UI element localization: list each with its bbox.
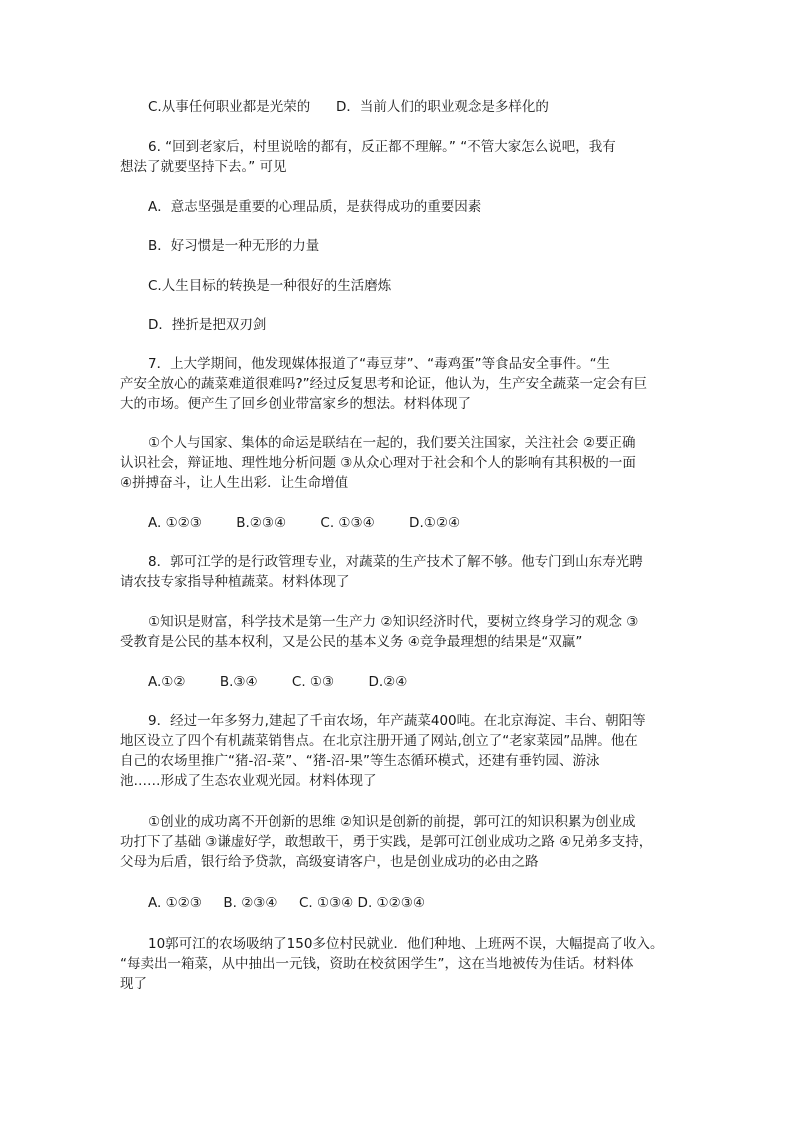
q7-statements-line-3: ④拼搏奋斗，让人生出彩．让生命增值 [120, 475, 349, 491]
question-10-line-2: “每卖出一箱菜，从中抽出一元钱，资助在校贫困学生”，这在当地被传为佳话。材料体 [120, 956, 634, 972]
question-8-line-2: 请农技专家指导种植蔬菜。材料体现了 [120, 574, 350, 590]
question-9-line-2: 地区设立了四个有机蔬菜销售点。在北京注册开通了网站,创立了“老家菜园”品牌。他在 [120, 733, 638, 749]
q6-option-c: C.人生目标的转换是一种很好的生活磨炼 [148, 278, 392, 294]
question-7-line-3: 大的市场。便产生了回乡创业带富家乡的想法。材料体现了 [120, 396, 471, 412]
q6-option-d: D．挫折是把双刃剑 [148, 317, 267, 333]
q9-statements-line-1: ①创业的成功离不开创新的思维 ②知识是创新的前提，郭可江的知识积累为创业成 [148, 814, 636, 830]
q7-answer-options: A. ①②③ B.②③④ C. ①③④ D.①②④ [148, 515, 461, 531]
option-c-d-line: C.从事任何职业都是光荣的 D．当前人们的职业观念是多样化的 [148, 99, 549, 115]
q8-statements-line-2: 受教育是公民的基本权利，又是公民的基本义务 ④竞争最理想的结果是“双赢” [120, 634, 583, 650]
question-10-line-3: 现了 [120, 976, 147, 992]
question-6-line-2: 想法了就要坚持下去。” 可见 [120, 159, 287, 175]
q7-statements-line-1: ①个人与国家、集体的命运是联结在一起的，我们要关注国家，关注社会 ②要正确 [148, 435, 636, 451]
q9-statements-line-2: 功打下了基础 ③谦虚好学，敢想敢干，勇于实践，是郭可江创业成功之路 ④兄弟多支持， [120, 834, 653, 850]
question-8-line-1: 8．郭可江学的是行政管理专业，对蔬菜的生产技术了解不够。他专门到山东寿光聘 [148, 554, 643, 570]
question-9-line-4: 池……形成了生态农业观光园。材料体现了 [120, 773, 377, 789]
q7-statements-line-2: 认识社会，辩证地、理性地分析问题 ③从众心理对于社会和个人的影响有其积极的一面 [120, 455, 636, 471]
question-10-line-1: 10郭可江的农场吸纳了150多位村民就业．他们种地、上班两不误，大幅提高了收入。 [148, 936, 664, 952]
q9-statements-line-3: 父母为后盾，银行给予贷款，高级宴请客户，也是创业成功的必由之路 [120, 854, 539, 870]
question-7-line-1: 7．上大学期间，他发现媒体报道了“毒豆芽”、“毒鸡蛋”等食品安全事件。“生 [148, 356, 611, 372]
q9-answer-options: A. ①②③ B. ②③④ C. ①③④ D. ①②③④ [148, 895, 425, 911]
q6-option-a: A．意志坚强是重要的心理品质，是获得成功的重要因素 [148, 199, 482, 215]
q6-option-b: B．好习惯是一种无形的力量 [148, 238, 320, 254]
question-6-line-1: 6. “回到老家后，村里说啥的都有，反正都不理解。” “不管大家怎么说吧，我有 [148, 139, 616, 155]
q8-statements-line-1: ①知识是财富，科学技术是第一生产力 ②知识经济时代，要树立终身学习的观念 ③ [148, 614, 639, 630]
question-7-line-2: 产安全放心的蔬菜难道很难吗?”经过反复思考和论证，他认为，生产安全蔬菜一定会有巨 [120, 376, 648, 392]
question-9-line-3: 自己的农场里推广“猪-沼-菜”、“猪-沼-果”等生态循环模式，还建有垂钓园、游泳 [120, 753, 600, 769]
q8-answer-options: A.①② B.③④ C. ①③ D.②④ [148, 674, 408, 690]
question-9-line-1: 9．经过一年多努力,建起了千亩农场，年产蔬菜400吨。在北京海淀、丰台、朝阳等 [148, 713, 646, 729]
